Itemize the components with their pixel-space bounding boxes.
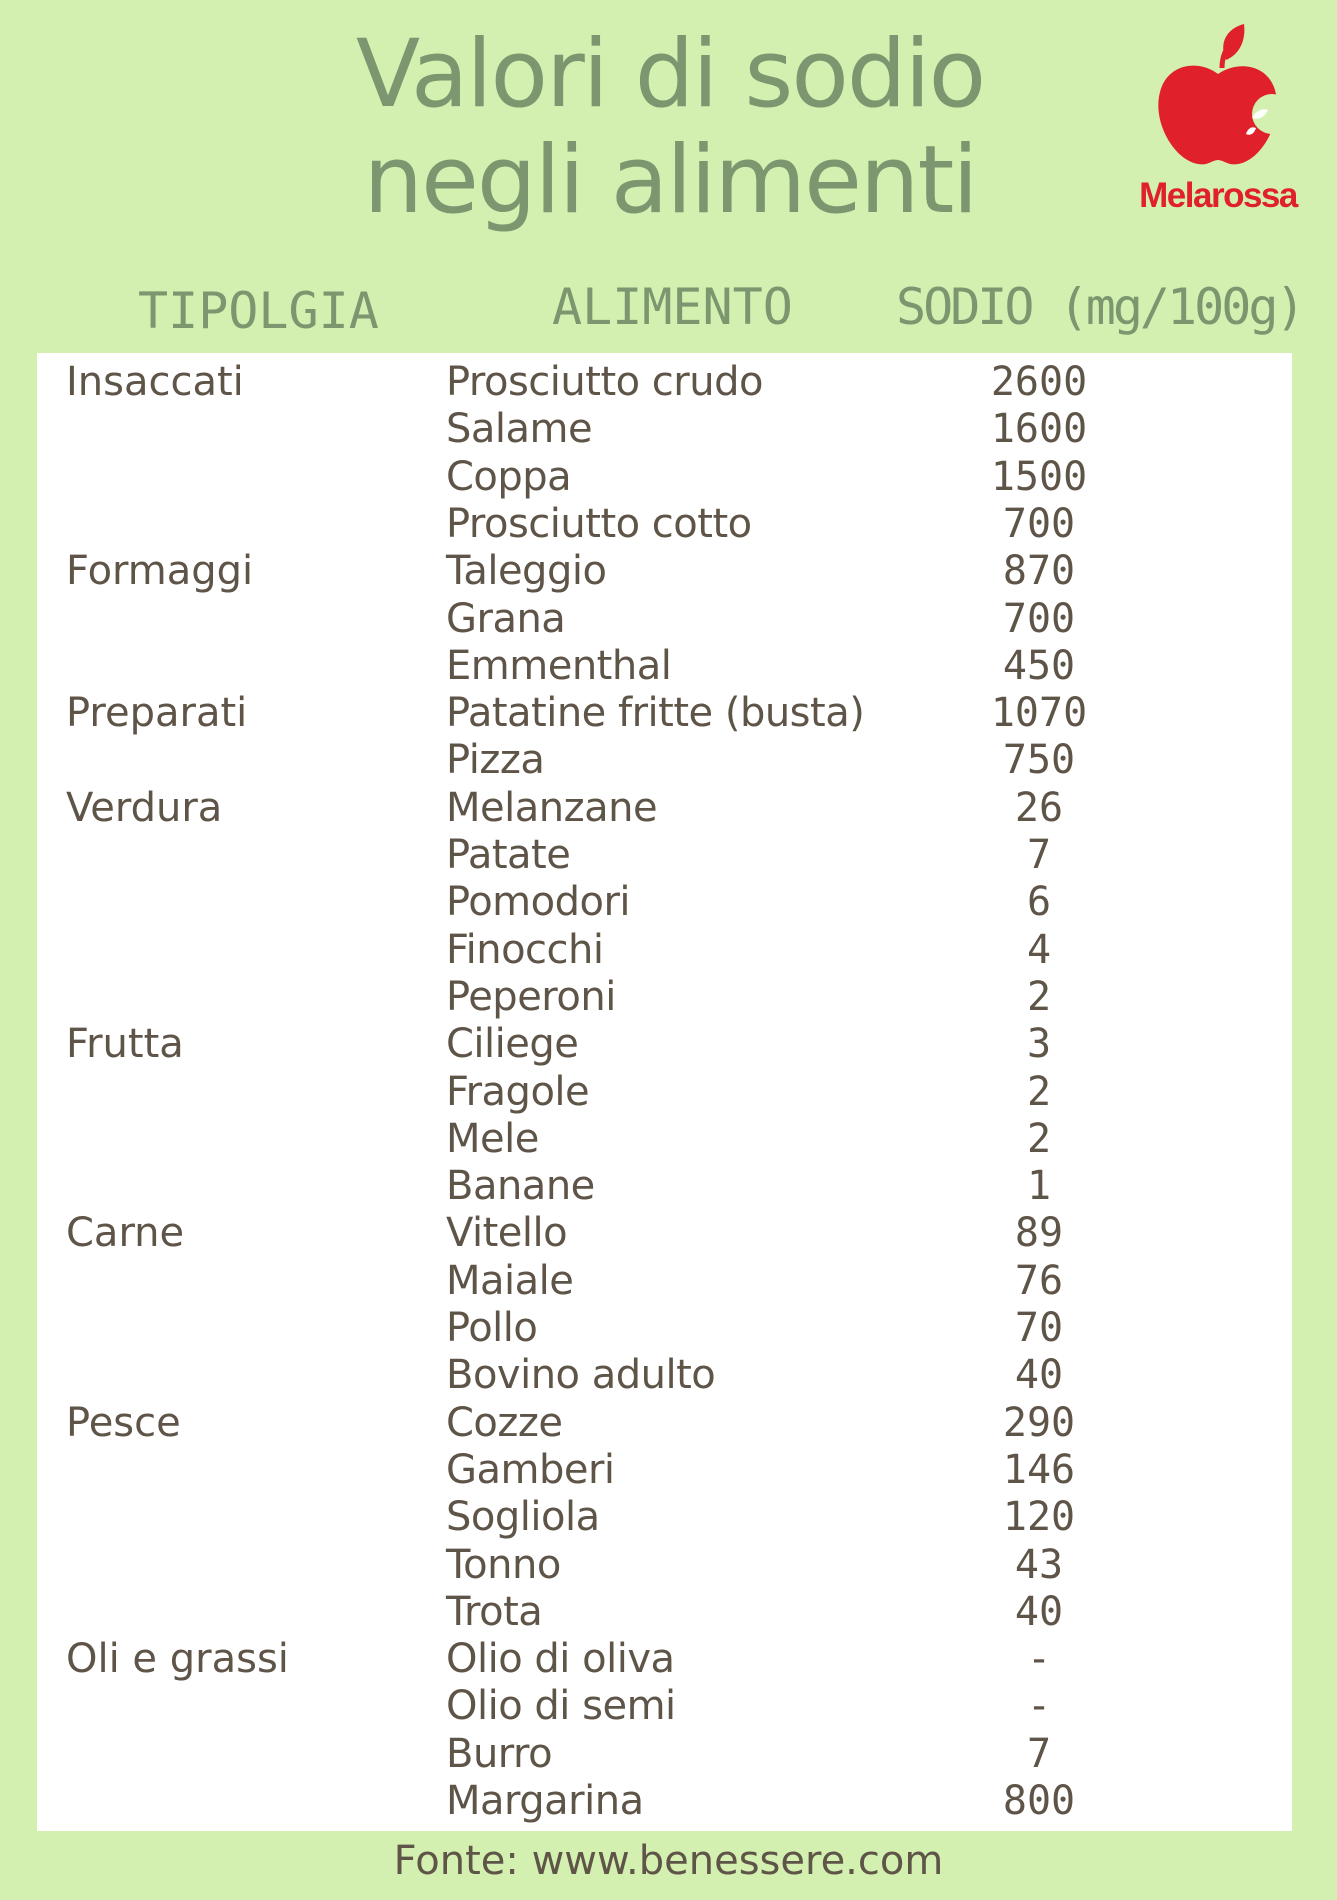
table-row	[37, 690, 1292, 737]
table-row	[37, 1494, 1292, 1541]
row-category: Formaggi	[66, 548, 254, 595]
row-sodium-value: 89	[1014, 1210, 1064, 1257]
row-category: Oli e grassi	[66, 1636, 289, 1683]
table-row	[37, 927, 1292, 974]
row-food: Mele	[446, 1115, 539, 1162]
row-food: Trota	[446, 1588, 543, 1635]
row-sodium-value: 290	[1002, 1399, 1076, 1446]
row-food: Banane	[446, 1163, 595, 1210]
row-category: Carne	[66, 1210, 185, 1257]
row-sodium-value: 750	[1002, 737, 1076, 784]
table-row	[37, 643, 1292, 690]
row-sodium-value: 700	[1002, 595, 1076, 642]
header-alimento: ALIMENTO	[552, 278, 793, 336]
header-tipologia: TIPOLGIA	[138, 282, 379, 340]
row-food: Patatine fritte (busta)	[446, 690, 865, 737]
row-food: Olio di oliva	[446, 1636, 675, 1683]
row-sodium-value: 2	[1026, 973, 1052, 1020]
table-row	[37, 785, 1292, 832]
row-food: Prosciutto crudo	[446, 359, 763, 405]
row-food: Emmenthal	[446, 642, 672, 689]
row-food: Burro	[446, 1730, 553, 1777]
row-sodium-value: 26	[1014, 784, 1064, 831]
table-row	[37, 1731, 1292, 1778]
table-row	[37, 1447, 1292, 1494]
row-food: Prosciutto cotto	[446, 500, 752, 547]
table-row	[37, 1305, 1292, 1352]
row-sodium-value: 1070	[990, 690, 1088, 737]
row-food: Melanzane	[446, 784, 658, 831]
row-category: Preparati	[66, 690, 248, 737]
row-sodium-value: 6	[1026, 879, 1052, 926]
row-food: Pollo	[446, 1305, 538, 1351]
row-food: Pizza	[446, 737, 545, 784]
row-sodium-value: 2	[1026, 1068, 1052, 1115]
table-row	[37, 1778, 1292, 1825]
row-food: Finocchi	[446, 926, 604, 973]
table-row	[37, 974, 1292, 1021]
table-row	[37, 879, 1292, 926]
row-food: Ciliege	[446, 1021, 579, 1068]
row-food: Patate	[446, 832, 571, 878]
row-sodium-value: 7	[1026, 832, 1052, 878]
header-sodio: SODIO (mg/100g)	[896, 278, 1303, 336]
row-sodium-value: 2600	[990, 359, 1088, 405]
row-sodium-value: 1	[1026, 1163, 1052, 1210]
row-sodium-value: 800	[1002, 1778, 1076, 1824]
table-row	[37, 1210, 1292, 1257]
row-food: Olio di semi	[446, 1683, 676, 1730]
table-row	[37, 1021, 1292, 1068]
apple-icon	[1148, 22, 1288, 172]
row-food: Sogliola	[446, 1494, 600, 1541]
table-row	[37, 1636, 1292, 1683]
table-header	[0, 270, 1337, 350]
table-row	[37, 1069, 1292, 1116]
row-category: Insaccati	[66, 359, 244, 405]
table-row	[37, 1258, 1292, 1305]
row-category: Frutta	[66, 1021, 184, 1068]
row-food: Bovino adulto	[446, 1352, 716, 1399]
row-food: Salame	[446, 406, 593, 453]
row-sodium-value: 76	[1014, 1257, 1064, 1304]
row-food: Maiale	[446, 1257, 574, 1304]
source-note: Fonte: www.benessere.com	[393, 1838, 944, 1884]
table-row	[37, 501, 1292, 548]
row-sodium-value: 146	[1002, 1446, 1076, 1493]
table-row	[37, 1116, 1292, 1163]
row-sodium-value: 1600	[990, 406, 1088, 453]
table-row	[37, 548, 1292, 595]
row-sodium-value: 1500	[990, 453, 1088, 500]
row-food: Taleggio	[446, 548, 607, 595]
row-sodium-value: 4	[1026, 926, 1052, 973]
table-row	[37, 1683, 1292, 1730]
row-food: Fragole	[446, 1068, 590, 1115]
table-row	[37, 1352, 1292, 1399]
row-food: Peperoni	[446, 973, 616, 1020]
table-row	[37, 406, 1292, 453]
table-row	[37, 454, 1292, 501]
table-row	[37, 1163, 1292, 1210]
sodium-table	[37, 353, 1292, 1831]
table-row	[37, 359, 1292, 406]
row-sodium-value: -	[1026, 1683, 1052, 1730]
row-food: Pomodori	[446, 879, 631, 926]
page-title	[300, 22, 1040, 234]
row-food: Vitello	[446, 1210, 568, 1257]
row-sodium-value: 7	[1026, 1730, 1052, 1777]
row-sodium-value: 2	[1026, 1115, 1052, 1162]
row-food: Tonno	[446, 1541, 561, 1588]
row-sodium-value: 120	[1002, 1494, 1076, 1541]
row-sodium-value: 40	[1014, 1352, 1064, 1399]
table-row	[37, 737, 1292, 784]
title-line-1: Valori di sodio	[355, 20, 985, 129]
table-row	[37, 596, 1292, 643]
row-sodium-value: 70	[1014, 1305, 1064, 1351]
row-food: Cozze	[446, 1399, 563, 1446]
row-sodium-value: 43	[1014, 1541, 1064, 1588]
row-food: Coppa	[446, 453, 572, 500]
table-row	[37, 832, 1292, 879]
melarossa-logo	[1118, 22, 1318, 222]
brand-name: Melarossa	[1139, 176, 1297, 215]
row-sodium-value: -	[1026, 1636, 1052, 1683]
row-sodium-value: 40	[1014, 1588, 1064, 1635]
row-food: Grana	[446, 595, 566, 642]
table-row	[37, 1589, 1292, 1636]
row-food: Margarina	[446, 1778, 644, 1824]
row-category: Pesce	[66, 1399, 181, 1446]
table-row	[37, 1542, 1292, 1589]
row-sodium-value: 700	[1002, 500, 1076, 547]
table-row	[37, 1400, 1292, 1447]
row-category: Verdura	[66, 784, 223, 831]
row-sodium-value: 3	[1026, 1021, 1052, 1068]
row-sodium-value: 870	[1002, 548, 1076, 595]
row-sodium-value: 450	[1002, 642, 1076, 689]
title-line-2: negli alimenti	[363, 126, 977, 235]
row-food: Gamberi	[446, 1446, 615, 1493]
